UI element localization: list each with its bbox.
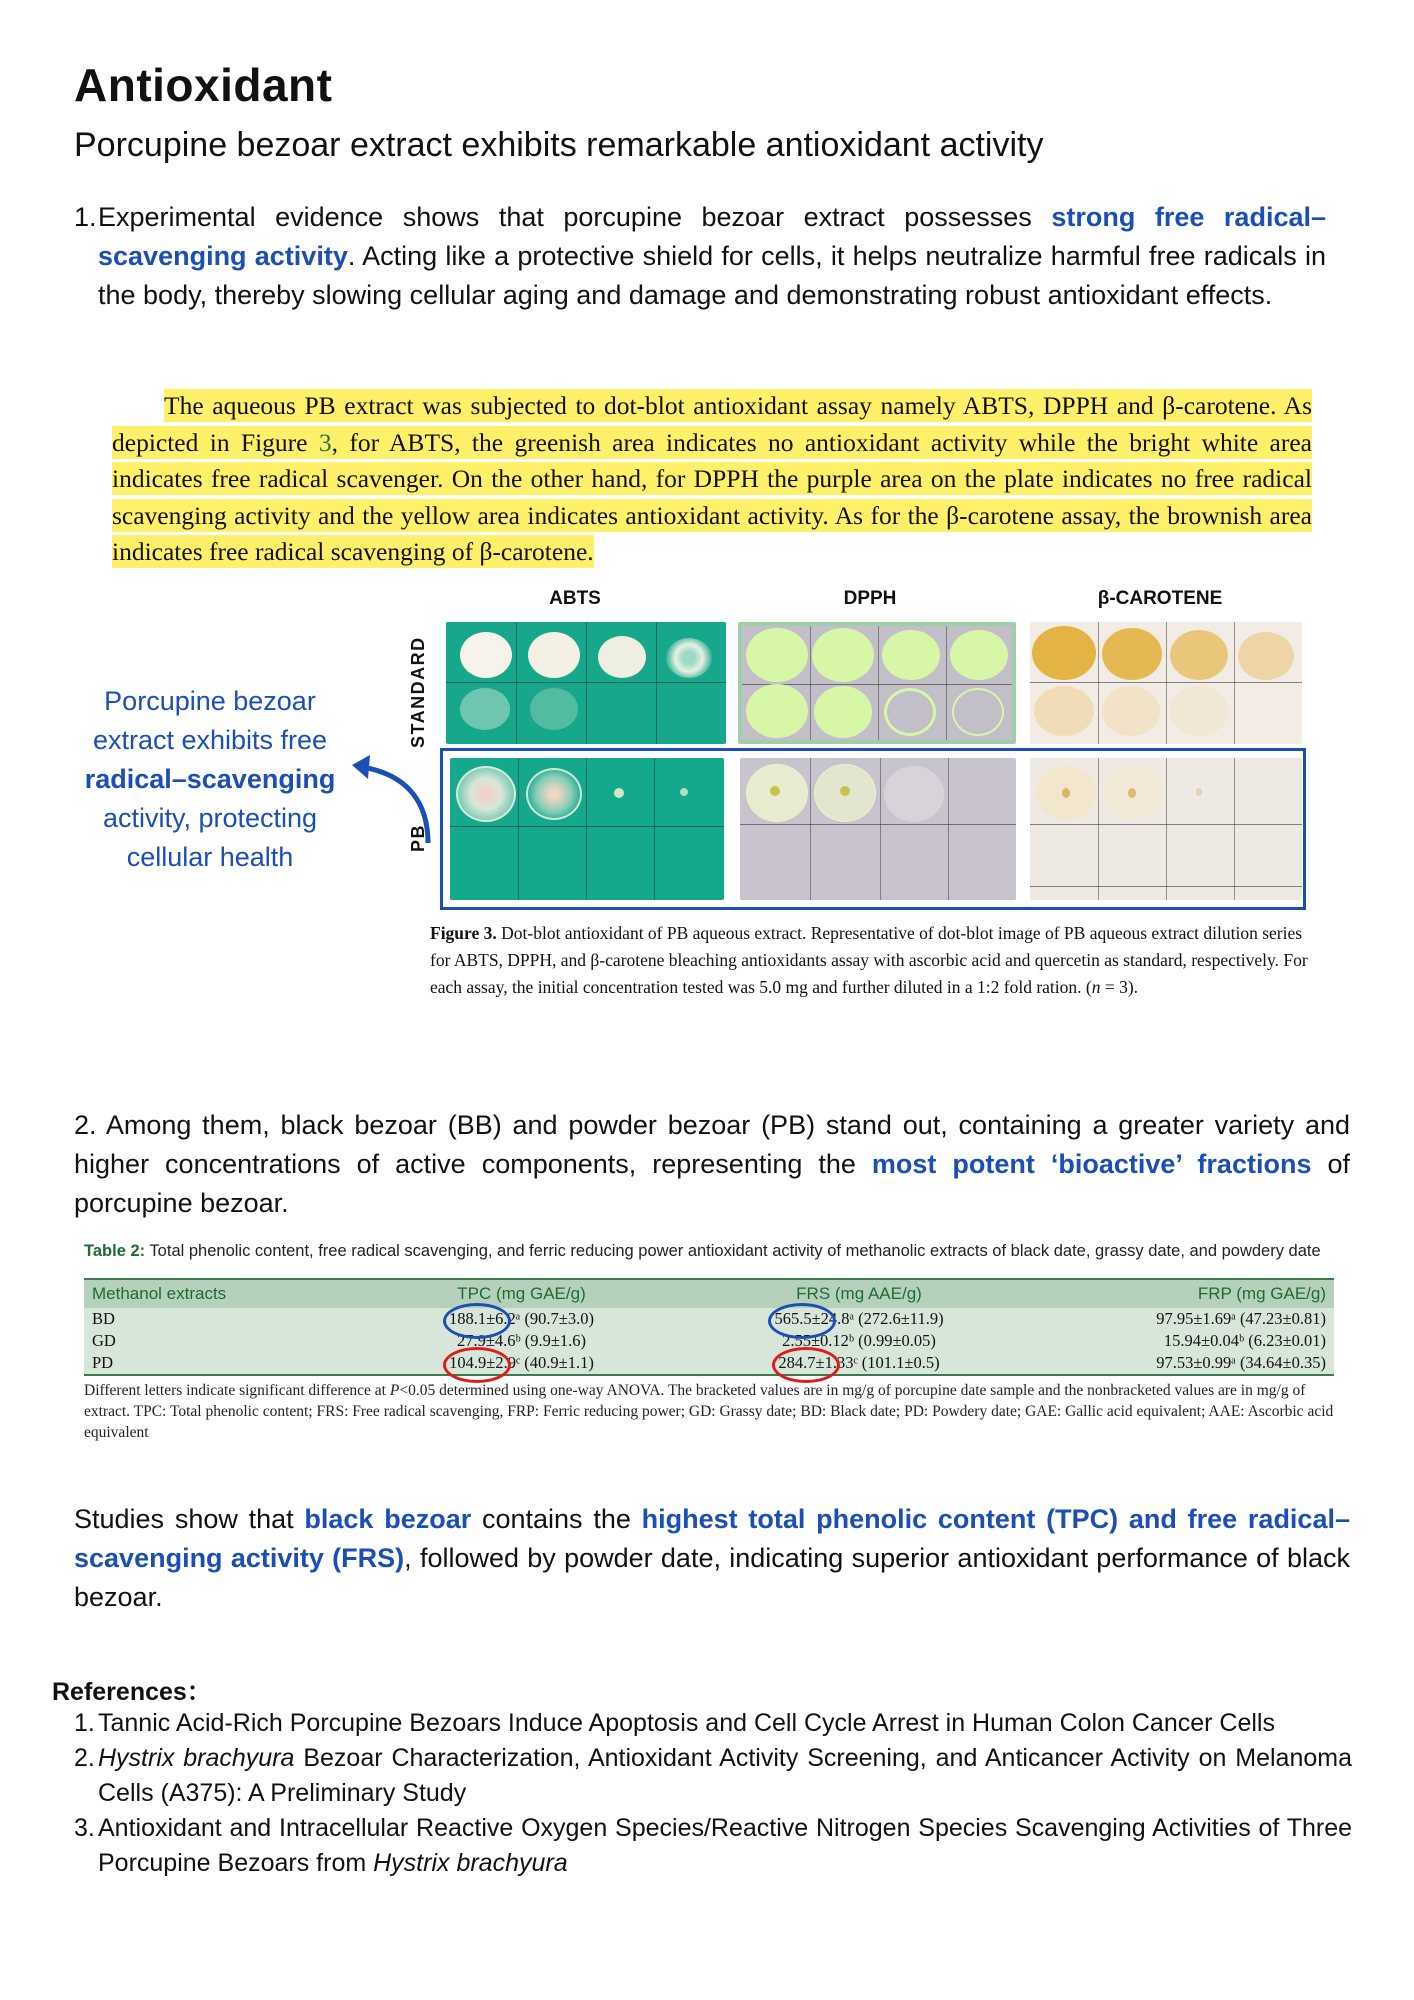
cell-frs (684, 1330, 1034, 1352)
table-2 (84, 1240, 1334, 1443)
studies-highlight-black-bezoar: black bezoar (304, 1504, 472, 1534)
table-footnote (84, 1380, 1334, 1443)
point-1-text-end: . Acting like a protective shield for cells, it helps neutralize harmful free radicals in the body, thereby slowing cellular aging and damage and demonstrating robust antioxidant effects. (98, 241, 1327, 310)
table-header-row (84, 1279, 1334, 1308)
cell-frs-main: 2.55 (782, 1331, 811, 1350)
studies-text-end: , followed by powder date, indicating superior antioxidant performance of black bezoar. (74, 1543, 1350, 1612)
reference-item (74, 1811, 1352, 1881)
excerpt-text: The aqueous PB extract was subjected to dot-blot antioxidant assay namely ABTS, DPPH and β-carotene. As depicted in Figure (112, 391, 1312, 457)
column-header-frs: FRS (mg AAE/g) (684, 1279, 1034, 1308)
cell-frs-rest: ±24.8ᵃ (272.6±11.9) (811, 1309, 944, 1328)
cell-frs (684, 1308, 1034, 1330)
reference-text: Antioxidant and Intracellular Reactive Oxygen Species/Reactive Nitrogen Species Scavenging Activities of Three Porcupine Bezoars from (98, 1814, 1352, 1877)
cell-frp: 97.53±0.99ᵃ (34.64±0.35) (1156, 1353, 1326, 1372)
cell-frp: 97.95±1.69ᵃ (47.23±0.81) (1156, 1309, 1326, 1328)
column-header-frp: FRP (mg GAE/g) (1034, 1279, 1334, 1308)
references-title: References： (52, 1678, 212, 1706)
figure-3-link[interactable]: 3 (318, 427, 332, 457)
antioxidant-table (84, 1278, 1334, 1376)
reference-item (74, 1741, 1352, 1811)
point-2-text-end: of porcupine bezoar. (74, 1149, 1350, 1218)
cell-tpc (359, 1308, 684, 1330)
plate-carotene-standard (1030, 622, 1302, 744)
cell-extract: BD (92, 1309, 115, 1328)
point-1-text: Experimental evidence shows that porcupine bezoar extract possesses (98, 202, 1052, 232)
plate-abts-pb (450, 758, 724, 900)
plate-dpph-pb (740, 758, 1016, 900)
figure-caption (430, 920, 1310, 1001)
cell-frs-rest: ±1.33ᶜ (101.1±0.5) (815, 1353, 940, 1372)
blue-circle-mark: 188.1 (449, 1309, 487, 1328)
table-caption-text: Total phenolic content, free radical scavenging, and ferric reducing power antioxidant activity of methanolic extracts of black date, grassy date, and powdery date (145, 1242, 1321, 1260)
point-2-paragraph (74, 1106, 1350, 1223)
figure-caption-end: = 3). (1100, 977, 1139, 997)
side-annotation (60, 682, 360, 877)
plate-carotene-pb (1030, 758, 1302, 900)
row-label-standard: STANDARD (408, 636, 428, 748)
cell-tpc-rest: ±4.6ᵇ (9.9±1.6) (485, 1331, 587, 1350)
reference-species: Hystrix brachyura (373, 1849, 568, 1877)
table-footnote-text: Different letters indicate significant difference at (84, 1382, 390, 1399)
figure-3-dot-blot (400, 580, 1310, 910)
point-1-paragraph (74, 198, 1326, 315)
table-row (84, 1352, 1334, 1375)
point-1-highlight: strong free radical–scavenging activity (98, 202, 1326, 271)
figure-caption-n: n (1091, 977, 1101, 997)
column-header-extract: Methanol extracts (84, 1279, 359, 1308)
cell-extract: GD (92, 1331, 116, 1350)
studies-text: contains the (471, 1504, 642, 1534)
highlighted-excerpt (112, 388, 1312, 571)
table-caption (84, 1240, 1334, 1262)
table-row (84, 1308, 1334, 1330)
plate-abts-standard (446, 622, 726, 744)
column-label-carotene: β-CAROTENE (1097, 588, 1223, 609)
studies-text: Studies show that (74, 1504, 305, 1534)
cell-tpc (359, 1330, 684, 1352)
references-list (74, 1706, 1352, 1881)
cell-tpc-rest: ±2.9ᶜ (40.9±1.1) (486, 1353, 594, 1372)
point-2-text: 2. Among them, black bezoar (BB) and powder bezoar (PB) stand out, containing a greater variety and higher concentrations of active components, representing the (74, 1110, 1350, 1179)
table-footnote-p: P (389, 1382, 400, 1399)
blue-circle-mark: 565.5 (774, 1309, 812, 1328)
point-1-number: 1. (74, 202, 97, 232)
studies-paragraph (74, 1500, 1350, 1617)
cell-tpc-main: 27.9 (456, 1331, 486, 1350)
side-annotation-line2: activity, protecting cellular health (102, 803, 318, 872)
table-caption-label: Table 2: (84, 1242, 146, 1260)
red-circle-mark: 284.7 (778, 1353, 816, 1372)
excerpt-text-end: , for ABTS, the greenish area indicates no antioxidant activity while the bright white area indicates free radical scavenger. On the other hand, for DPPH the purple area on the plate indicates no free radical scavenging activity and the yellow area indicates antioxidant activity. As for the β-carotene assay, the brownish area indicates free radical scavenging of β-carotene. (112, 427, 1312, 566)
column-header-tpc: TPC (mg GAE/g) (359, 1279, 684, 1308)
column-label-abts: ABTS (549, 588, 601, 609)
table-footnote-text-end: <0.05 determined using one-way ANOVA. The bracketed values are in mg/g of porcupine date sample and the nonbracketed values are in mg/g of extract. TPC: Total phenolic content; FRS: Free radical scavenging, FRP: Ferric reducing power; GD: Grassy date; BD: Black date; PD: Powdery date; GAE: Gallic acid equivalent; AAE: Ascorbic acid equivalent (84, 1382, 1334, 1441)
side-annotation-bold: radical–scavenging (84, 764, 336, 794)
cell-frs-rest: ±0.12ᵇ (0.99±0.05) (810, 1331, 936, 1350)
cell-tpc-rest: ±6.2ᵃ (90.7±3.0) (486, 1309, 594, 1328)
red-circle-mark: 104.9 (449, 1353, 487, 1372)
page-subtitle: Porcupine bezoar extract exhibits remarkable antioxidant activity (74, 126, 1044, 164)
column-label-dpph: DPPH (843, 588, 897, 609)
side-annotation-line1: Porcupine bezoar extract exhibits free (92, 686, 328, 755)
reference-number: 3. (74, 1814, 95, 1842)
reference-text: Tannic Acid-Rich Porcupine Bezoars Induce Apoptosis and Cell Cycle Arrest in Human Colon Cancer Cells (98, 1709, 1275, 1737)
studies-highlight-tpc-frs: highest total phenolic content (TPC) and free radical–scavenging activity (FRS) (74, 1504, 1350, 1573)
row-label-pb: PB (408, 823, 428, 852)
plate-dpph-standard (738, 622, 1016, 744)
figure-caption-label: Figure 3. (430, 923, 497, 943)
reference-text: Bezoar Characterization, Antioxidant Activity Screening, and Anticancer Activity on Melanoma Cells (A375): A Preliminary Study (98, 1744, 1352, 1807)
reference-number: 1. (74, 1709, 95, 1737)
cell-frs (684, 1352, 1034, 1375)
table-row (84, 1330, 1334, 1352)
figure-caption-text: Dot-blot antioxidant of PB aqueous extract. Representative of dot-blot image of PB aqueous extract dilution series for ABTS, DPPH, and β-carotene bleaching antioxidants assay with ascorbic acid and quercetin as standard, respectively. For each assay, the initial concentration tested was 5.0 mg and further diluted in a 1:2 fold ration. ( (430, 923, 1308, 997)
point-2-highlight: most potent ‘bioactive’ fractions (871, 1149, 1312, 1179)
cell-frp: 15.94±0.04ᵇ (6.23±0.01) (1163, 1331, 1326, 1350)
reference-species: Hystrix brachyura (98, 1744, 295, 1772)
cell-tpc (359, 1352, 684, 1375)
cell-extract: PD (92, 1353, 114, 1372)
page-title: Antioxidant (74, 59, 333, 111)
reference-item (74, 1706, 1352, 1741)
reference-number: 2. (74, 1744, 95, 1772)
